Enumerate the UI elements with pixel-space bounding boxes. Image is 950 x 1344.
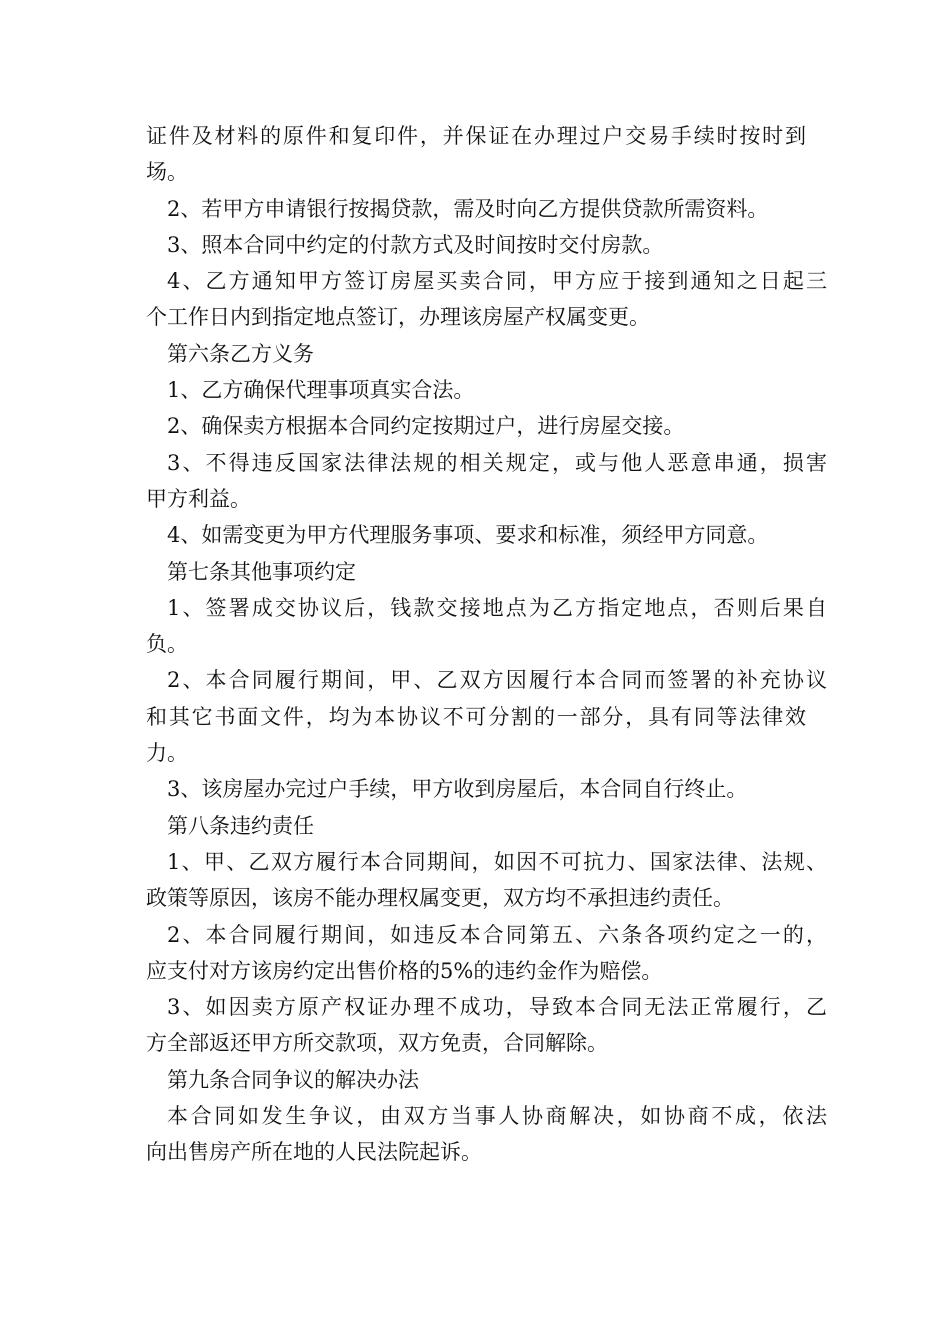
section-heading: 第八条违约责任	[167, 813, 314, 838]
text-line: 向出售房产所在地的人民法院起诉。	[146, 1140, 482, 1165]
text-line: 和其它书面文件，均为本协议不可分割的一部分，具有同等法律效	[146, 704, 806, 729]
text-line: 4、乙方通知甲方签订房屋买卖合同，甲方应于接到通知之日起三	[167, 269, 827, 294]
text-line: 个工作日内到指定地点签订，办理该房屋产权属变更。	[146, 305, 650, 330]
text-line: 负。	[146, 632, 188, 657]
text-line: 3、照本合同中约定的付款方式及时间按时交付房款。	[167, 232, 664, 257]
text-line: 应支付对方该房约定出售价格的5%的违约金作为赔偿。	[146, 958, 663, 983]
text-line: 场。	[146, 160, 188, 185]
text-line: 2、确保卖方根据本合同约定按期过户，进行房屋交接。	[167, 414, 685, 439]
section-heading: 第九条合同争议的解决办法	[167, 1067, 419, 1092]
text-line: 2、本合同履行期间，甲、乙双方因履行本合同而签署的补充协议	[167, 668, 827, 693]
text-line: 2、本合同履行期间，如违反本合同第五、六条各项约定之一的，	[167, 922, 827, 947]
text-line: 证件及材料的原件和复印件，并保证在办理过户交易手续时按时到	[146, 124, 806, 148]
section-heading: 第六条乙方义务	[167, 341, 314, 366]
text-line: 方全部返还甲方所交款项，双方免责，合同解除。	[146, 1031, 608, 1056]
text-line: 3、不得违反国家法律法规的相关规定，或与他人恶意串通，损害	[167, 450, 827, 475]
text-line: 1、签署成交协议后，钱款交接地点为乙方指定地点，否则后果自	[167, 595, 827, 620]
text-line: 3、如因卖方原产权证办理不成功，导致本合同无法正常履行，乙	[167, 995, 827, 1020]
text-line: 1、甲、乙双方履行本合同期间，如因不可抗力、国家法律、法规、	[167, 849, 827, 874]
text-line: 4、如需变更为甲方代理服务事项、要求和标准，须经甲方同意。	[167, 523, 769, 548]
text-line: 1、乙方确保代理事项真实合法。	[167, 378, 475, 403]
section-heading: 第七条其他事项约定	[167, 559, 356, 584]
text-line: 甲方利益。	[146, 486, 251, 511]
text-line: 2、若甲方申请银行按揭贷款，需及时向乙方提供贷款所需资料。	[167, 196, 769, 221]
text-line: 本合同如发生争议，由双方当事人协商解决，如协商不成，依法	[167, 1104, 827, 1129]
text-line: 政策等原因，该房不能办理权属变更，双方均不承担违约责任。	[146, 886, 734, 911]
text-line: 力。	[146, 741, 188, 766]
document-body	[146, 118, 827, 1171]
text-line: 3、该房屋办完过户手续，甲方收到房屋后，本合同自行终止。	[167, 777, 748, 802]
